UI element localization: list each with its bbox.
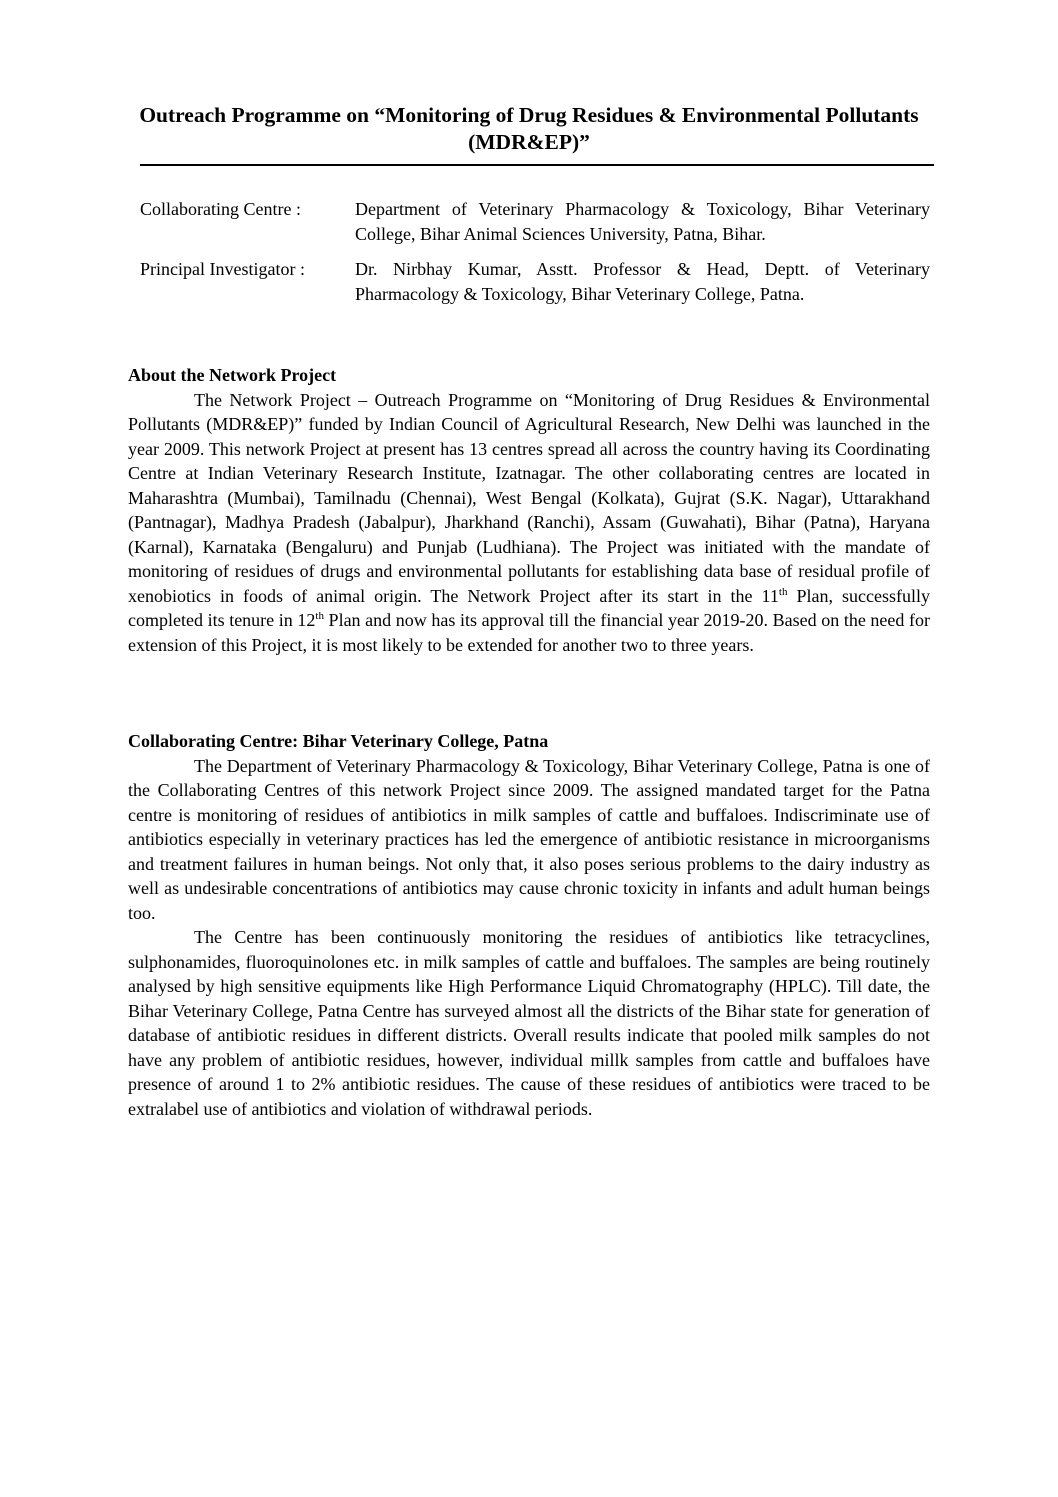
- section-paragraph: [128, 388, 930, 658]
- title-underline: [140, 164, 934, 166]
- meta-value: Dr. Nirbhay Kumar, Asstt. Professor & Head, Deptt. of Veterinary Pharmacology & Toxicology, Bihar Veterinary College, Patna.: [355, 259, 930, 304]
- meta-row-principal-investigator: [140, 257, 930, 307]
- section-collaborating-centre: [128, 729, 930, 1121]
- meta-label: Collaborating Centre :: [140, 199, 301, 219]
- paragraph-text: Plan and now has its approval till the financial year 2019-20. Based on the need for extension of this Project, it is most likely to be extended for another two to three years.: [128, 610, 931, 655]
- paragraph-text: The Network Project – Outreach Programme on “Monitoring of Drug Residues & Environmental Pollutants (MDR&EP)” funded by Indian Council of Agricultural Research, New Delhi was launched in the year 2009. This network Project at present has 13 centres spread all across the country having its Coordinating Centre at Indian Veterinary Research Institute, Izatnagar. The other collaborating centres are located in Maharashtra (Mumbai), Tamilnadu (Chennai), West Bengal (Kolkata), Gujrat (S.K. Nagar), Uttarakhand (Pantnagar), Madhya Pradesh (Jabalpur), Jharkhand (Ranchi), Assam (Guwahati), Bihar (Patna), Haryana (Karnal), Karnataka (Bengaluru) and Punjab (Ludhiana). The Project was initiated with the mandate of monitoring of residues of drugs and environmental pollutants for establishing data base of residual profile of xenobiotics in foods of animal origin. The Network Project after its start in the 11: [128, 389, 930, 606]
- section-paragraph: The Centre has been continuously monitoring the residues of antibiotics like tetracyclines, sulphonamides, fluoroquinolones etc. in milk samples of cattle and buffaloes. The samples are being routinely analysed by high sensitive equipments like High Performance Liquid Chromatography (HPLC). Till date, the Bihar Veterinary College, Patna Centre has surveyed almost all the districts of the Bihar state for generation of database of antibiotic residues in different districts. Overall results indicate that pooled milk samples do not have any problem of antibiotic residues, however, individual millk samples from cattle and buffaloes have presence of around 1 to 2% antibiotic residues. The cause of these residues of antibiotics were traced to be extralabel use of antibiotics and violation of withdrawal periods.: [128, 927, 930, 1119]
- paragraph-text: Plan, successfully completed its tenure in 12: [128, 585, 931, 630]
- section-about-network-project: [128, 363, 930, 657]
- superscript: th: [778, 585, 788, 598]
- document-title: Outreach Programme on “Monitoring of Drug Residues & Environmental Pollutants (MDR&EP)”: [139, 103, 919, 154]
- superscript: th: [315, 610, 324, 622]
- meta-value: Department of Veterinary Pharmacology & Toxicology, Bihar Veterinary College, Bihar Animal Sciences University, Patna, Bihar.: [355, 199, 930, 244]
- section-heading: About the Network Project: [128, 365, 337, 385]
- meta-label: Principal Investigator :: [140, 259, 305, 279]
- section-paragraph: The Department of Veterinary Pharmacology & Toxicology, Bihar Veterinary College, Patna is one of the Collaborating Centres of this network Project since 2009. The assigned mandated target for the Patna centre is monitoring of residues of antibiotics in milk samples of cattle and buffaloes. Indiscriminate use of antibiotics especially in veterinary practices has led the emergence of antibiotic resistance in microorganisms and treatment failures in human beings. Not only that, it also poses serious problems to the dairy industry as well as undesirable concentrations of antibiotics may cause chronic toxicity in infants and adult human beings too.: [128, 755, 930, 923]
- section-heading: Collaborating Centre: Bihar Veterinary College, Patna: [128, 731, 549, 751]
- project-meta: [140, 197, 930, 317]
- meta-row-collaborating-centre: [140, 197, 930, 247]
